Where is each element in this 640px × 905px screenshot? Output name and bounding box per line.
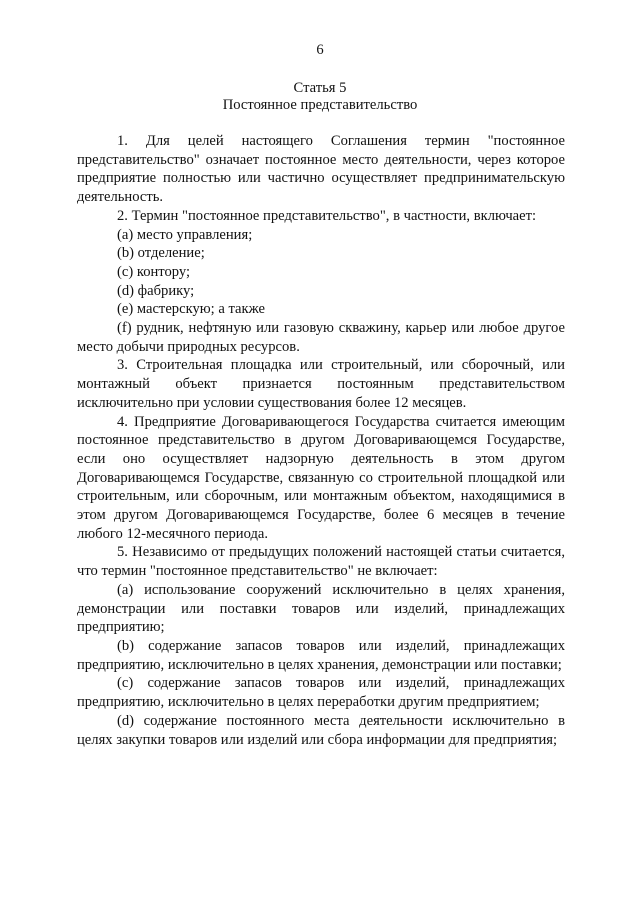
article-body [77,132,565,749]
list-item-a: (a) место управления; [117,226,253,243]
paragraph-3: 3. Строительная площадка или строительный, или сборочный, или монтажный объект признается постоянным представительством исключительно при условии существования более 12 месяцев. [77,357,565,411]
list-item-d: (d) фабрику; [117,282,195,299]
list-item-e: (e) мастерскую; а также [117,301,265,318]
paragraph-4: 4. Предприятие Договаривающегося Государства считается имеющим постоянное представительство в другом Договаривающемся Государстве, если оно осуществляет надзорную деятельность в этом другом Договаривающемся Государстве, связанную со строительной площадкой или строительным, или сборочным, или монтажным объектом, находящимися в этом другом Договаривающемся Государстве, более 6 месяцев в течение любого 12-месячного периода. [77,413,565,542]
exclusion-item-a: (a) использование сооружений исключительно в целях хранения, демонстрации или поставки товаров или изделий, принадлежащих предприятию; [77,581,565,636]
exclusion-item-b: (b) содержание запасов товаров или изделий, принадлежащих предприятию, исключительно в целях хранения, демонстрации или поставки; [77,637,565,673]
exclusion-item-c: (c) содержание запасов товаров или изделий, принадлежащих предприятию, исключительно в целях переработки другим предприятием; [77,675,565,711]
article-title: Постоянное представительство [222,97,418,113]
list-item-b: (b) отделение; [117,245,205,262]
list-item-f: (f) рудник, нефтяную или газовую скважину, карьер или любое другое место добычи природных ресурсов. [77,320,565,355]
paragraph-2: 2. Термин "постоянное представительство", в частности, включает: [117,207,537,224]
list-item-c: (c) контору; [117,263,191,280]
paragraph-1: 1. Для целей настоящего Соглашения термин "постоянное представительство" означает постоянное место деятельности, через которое предприятие полностью или частично осуществляет предпринимательскую деятельность. [77,133,565,206]
paragraph-5: 5. Независимо от предыдущих положений настоящей статьи считается, что термин "постоянное представительство" не включает: [77,544,565,580]
article-number: Статья 5 [293,80,347,96]
exclusion-item-d: (d) содержание постоянного места деятельности исключительно в целях закупки товаров или изделий или сбора информации для предприятия; [77,712,565,748]
page-number: 6 [316,42,324,58]
